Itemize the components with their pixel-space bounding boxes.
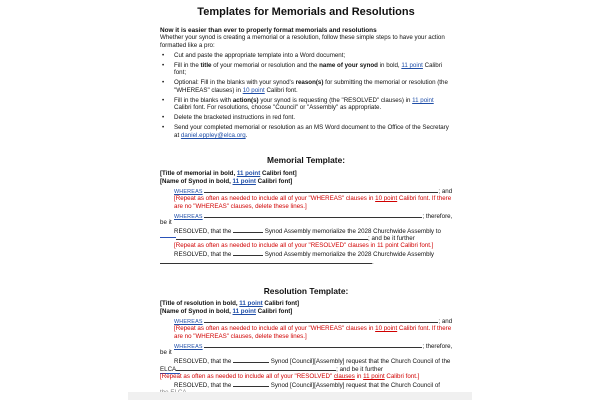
resolution-whereas-1: WHEREAS ; and (174, 318, 453, 325)
bullet-title: • Fill in the title of your memorial or resolution and the name of your synod in bold, 11 point Calibri font; (160, 62, 452, 77)
resolution-repeat-resolved-note: [Repeat as often as needed to include all of your "RESOLVED" clauses in 11 point Calibri font.] (160, 373, 420, 380)
resolution-elca-line: ELCA ; and be it further (160, 366, 383, 373)
bullet-cut-paste: • Cut and paste the appropriate template into a Word document; (160, 52, 452, 60)
memorial-whereas-1: WHEREAS ; and (174, 188, 453, 195)
bullet-reasons: • Optional: Fill in the blanks with your synod's reason(s) for submitting the memorial or resolution (the "WHEREAS" clauses) in 10 point Calibri font. (160, 79, 452, 94)
resolution-resolved-2: RESOLVED, that the Synod [Council][Assembly] request that the Church Council of (174, 382, 441, 389)
intro-bold-line: Now it is easier than ever to properly format memorials and resolutions (160, 27, 377, 34)
memorial-resolved-2: RESOLVED, that the Synod Assembly memorialize the 2028 Churchwide Assembly (174, 251, 435, 258)
memorial-be-it: be it (160, 219, 172, 226)
bullet-send: • Send your completed memorial or resolution as an MS Word document to the Office of the Secretary at daniel.eppley@elca.org. (160, 124, 452, 139)
email-link[interactable]: daniel.eppley@elca.org (180, 131, 246, 139)
resolution-resolved-1: RESOLVED, that the Synod [Council][Assembly] request that the Church Council of the (174, 358, 451, 365)
memorial-whereas-2: WHEREAS ; therefore, (174, 213, 453, 220)
resolution-whereas-2: WHEREAS ; therefore, (174, 343, 453, 350)
resolution-be-it: be it (160, 349, 172, 356)
resolution-repeat-whereas-note: [Repeat as often as needed to include all of your "WHEREAS" clauses in 10 point Calibri font. If there are no "WHEREAS" clauses, delete these lines.] (174, 325, 452, 340)
memorial-repeat-whereas-note: [Repeat as often as needed to include all of your "WHEREAS" clauses in 10 point Calibri font. If there are no "WHEREAS" clauses, delete these lines.] (174, 195, 452, 210)
resolution-heading: Resolution Template: (263, 286, 349, 296)
memorial-repeat-resolved-note: [Repeat as often as needed to include all of your "RESOLVED" clauses in 11 point Calibri font.] (174, 242, 434, 249)
resolution-title-placeholder: [Title of resolution in bold, 11 point Calibri font] (160, 300, 300, 307)
memorial-resolved-1: RESOLVED, that the Synod Assembly memorialize the 2028 Churchwide Assembly to (174, 228, 441, 235)
memorial-further: ; and be it further (176, 234, 415, 243)
document-page (160, 0, 452, 400)
intro-text: Whether your synod is creating a memorial or a resolution, follow these simple steps to have your action formatted like a pro: (160, 34, 445, 49)
resolution-synod-placeholder: [Name of Synod in bold, 11 point Calibri font] (160, 308, 293, 315)
instruction-list (160, 52, 452, 142)
memorial-resolved-blue-underline (160, 237, 176, 238)
memorial-heading: Memorial Template: (266, 155, 346, 165)
memorial-title-placeholder: [Title of memorial in bold, 11 point Calibri font] (160, 170, 297, 177)
memorial-synod-placeholder: [Name of Synod in bold, 11 point Calibri font] (160, 178, 293, 185)
bullet-actions: • Fill in the blanks with action(s) your synod is requesting (the "RESOLVED" clauses) in 11 point Calibri font. For resolutions, choose "Council" or "Assembly" as appropriate. (160, 97, 452, 112)
bottom-scroll-strip (128, 392, 472, 400)
document-title: Templates for Memorials and Resolutions (197, 6, 415, 18)
bullet-delete-instructions: • Delete the bracketed instructions in red font. (160, 114, 452, 122)
memorial-resolved-2-continuation: . (160, 258, 374, 267)
